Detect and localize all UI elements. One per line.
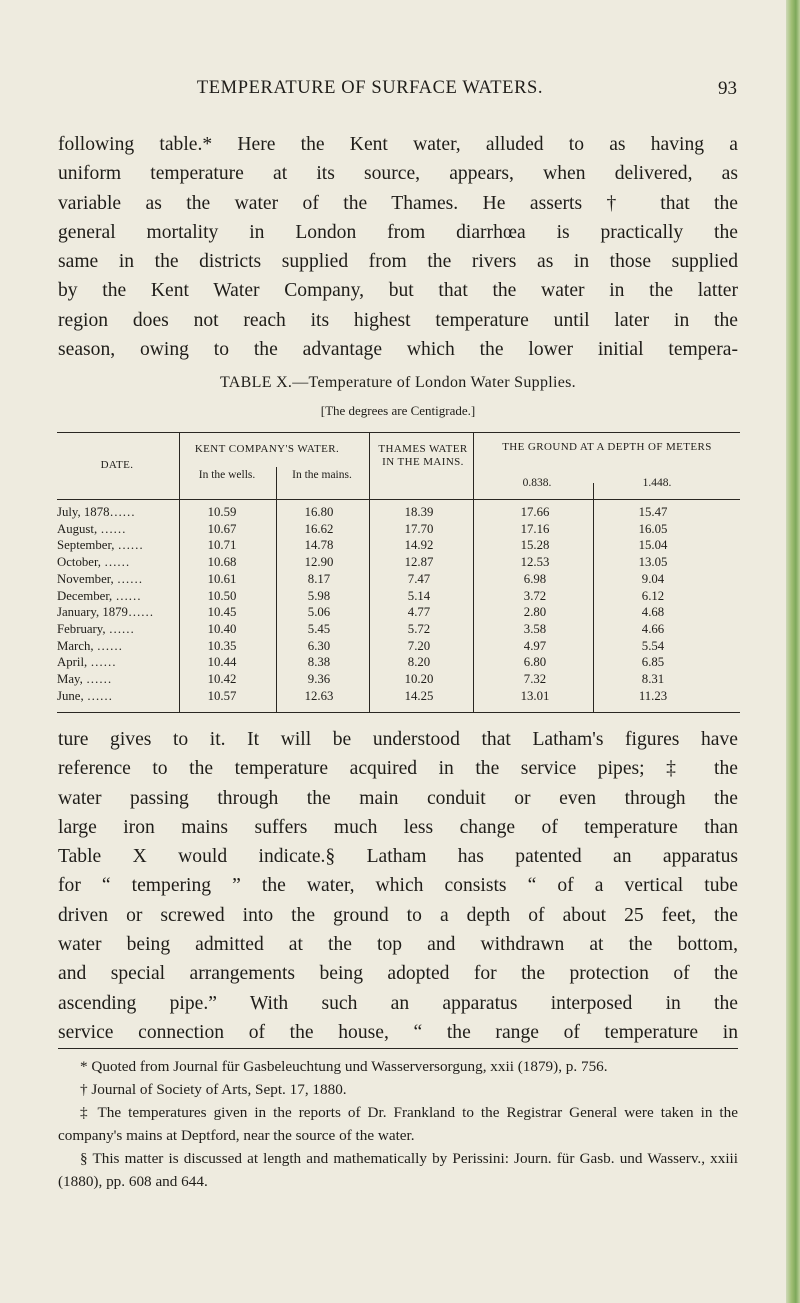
cell-mains: 5.45	[307, 621, 331, 636]
cell-thames: 4.77	[407, 605, 431, 620]
cell-g2: 4.66	[641, 621, 665, 636]
cell-mains: 8.38	[307, 655, 331, 670]
cell-wells: 10.71	[207, 538, 237, 553]
text-line: ascending pipe.” With such an apparatus interposed in the	[58, 992, 738, 1014]
cell-wells: 10.67	[207, 521, 237, 536]
cell-g1: 6.80	[523, 655, 547, 670]
cell-g2: 13.05	[638, 555, 668, 570]
cell-g2: 11.23	[638, 688, 668, 703]
header-ground-0838: 0.838.	[522, 477, 552, 489]
header-kent-wells: In the wells.	[198, 469, 256, 481]
cell-mains: 14.78	[304, 538, 334, 553]
table-row	[57, 672, 740, 687]
cell-date: May, ……	[57, 672, 112, 686]
cell-thames: 10.20	[404, 672, 434, 686]
cell-g1: 15.28	[520, 538, 550, 553]
text-line: Table X would indicate.§ Latham has patented an apparatus	[58, 846, 738, 868]
footnote: † Journal of Society of Arts, Sept. 17, 1880.	[80, 1081, 347, 1098]
paragraph-bottom	[58, 725, 738, 1047]
cell-g2: 15.04	[638, 538, 668, 553]
table-row	[57, 572, 740, 587]
cell-g2: 6.12	[641, 588, 665, 603]
cell-mains: 12.90	[304, 555, 334, 570]
header-ground: THE GROUND AT A DEPTH OF METERS	[502, 441, 712, 453]
cell-thames: 7.20	[407, 638, 431, 653]
text-line: driven or screwed into the ground to a depth of about 25 feet, the	[58, 904, 738, 926]
cell-thames: 12.87	[404, 555, 434, 570]
cell-wells: 10.50	[207, 588, 237, 603]
page-edge	[786, 0, 800, 1303]
cell-date: September, ……	[57, 538, 144, 553]
footnote: * Quoted from Journal für Gasbeleuchtung und Wasserversorgung, xxii (1879), p. 756.	[80, 1058, 608, 1075]
text-line: general mortality in London from diarrhœa is practically the	[58, 221, 738, 243]
cell-mains: 6.30	[307, 638, 331, 653]
cell-g2: 8.31	[641, 672, 665, 686]
cell-g2: 16.05	[638, 521, 668, 536]
table-row	[57, 622, 740, 637]
cell-date: July, 1878……	[57, 505, 136, 519]
cell-wells: 10.61	[207, 571, 237, 586]
cell-g1: 17.16	[520, 521, 550, 536]
table-row	[57, 639, 740, 654]
cell-thames: 8.20	[407, 655, 431, 670]
footnote: ‡ The temperatures given in the reports of Dr. Frankland to the Registrar General were taken in the company's mains at Deptford, near the source of the water.	[58, 1104, 738, 1144]
cell-mains: 8.17	[307, 571, 331, 586]
cell-wells: 10.35	[207, 638, 237, 653]
cell-mains: 16.62	[304, 521, 334, 536]
text-line: following table.* Here the Kent water, alluded to as having a	[58, 134, 738, 155]
cell-g2: 6.85	[641, 655, 665, 670]
cell-date: June, ……	[57, 688, 113, 703]
header-kent-mains: In the mains.	[292, 469, 352, 481]
cell-g1: 17.66	[520, 505, 550, 519]
cell-thames: 14.25	[404, 688, 434, 703]
cell-g1: 13.01	[520, 688, 550, 703]
table-row	[57, 505, 740, 520]
page-number: 93	[718, 78, 737, 99]
text-line: water being admitted at the top and withdrawn at the bottom,	[58, 934, 738, 956]
running-head: TEMPERATURE OF SURFACE WATERS.	[196, 78, 544, 98]
cell-g1: 6.98	[523, 571, 547, 586]
cell-thames: 14.92	[404, 538, 434, 553]
cell-mains: 5.98	[307, 588, 331, 603]
text-line: service connection of the house, “ the range of temperature in	[58, 1021, 738, 1043]
cell-mains: 5.06	[307, 605, 331, 620]
text-line: by the Kent Water Company, but that the water in the latter	[58, 280, 738, 302]
text-line: water passing through the main conduit or even through the	[58, 787, 738, 809]
header-date: DATE.	[100, 459, 134, 471]
cell-thames: 18.39	[404, 505, 434, 519]
cell-g1: 7.32	[523, 672, 547, 686]
cell-wells: 10.40	[207, 621, 237, 636]
footnote: § This matter is discussed at length and mathematically by Perissini: Journ. für Gasb. und Wasserv., xxiii (1880), pp. 608 and 644.	[58, 1150, 738, 1190]
table-title: TABLE X.—Temperature of London Water Supplies.	[220, 374, 576, 391]
cell-g2: 5.54	[641, 638, 665, 653]
paragraph-top	[58, 130, 738, 364]
footnotes	[58, 1048, 738, 1193]
text-line: and special arrangements being adopted for the protection of the	[58, 963, 738, 985]
cell-g2: 15.47	[638, 505, 668, 519]
cell-wells: 10.57	[207, 688, 237, 703]
temperature-table	[57, 432, 740, 713]
text-line: season, owing to the advantage which the lower initial tempera-	[58, 339, 738, 361]
cell-date: November, ……	[57, 571, 143, 586]
table-row	[57, 522, 740, 537]
cell-wells: 10.45	[207, 605, 237, 620]
cell-g1: 2.80	[523, 605, 547, 620]
table-note: [The degrees are Centigrade.]	[320, 403, 476, 418]
cell-date: April, ……	[57, 655, 117, 670]
cell-g1: 4.97	[523, 638, 547, 653]
cell-g1: 3.58	[523, 621, 547, 636]
cell-g2: 9.04	[641, 571, 665, 586]
table-row	[57, 589, 740, 604]
cell-wells: 10.68	[207, 555, 237, 570]
cell-g2: 4.68	[641, 605, 665, 620]
header-kent: KENT COMPANY'S WATER.	[194, 443, 340, 455]
cell-wells: 10.42	[207, 672, 237, 686]
cell-thames: 5.14	[407, 588, 431, 603]
text-line: uniform temperature at its source, appears, when delivered, as	[58, 163, 738, 185]
cell-mains: 16.80	[304, 505, 334, 519]
cell-g1: 3.72	[523, 588, 547, 603]
cell-date: February, ……	[57, 621, 135, 636]
cell-g1: 12.53	[520, 555, 550, 570]
cell-date: March, ……	[57, 638, 123, 653]
cell-mains: 9.36	[307, 672, 331, 686]
cell-thames: 7.47	[407, 571, 431, 586]
table-row	[57, 655, 740, 670]
table-row	[57, 538, 740, 553]
cell-thames: 5.72	[407, 621, 431, 636]
cell-date: December, ……	[57, 588, 142, 603]
cell-date: October, ……	[57, 555, 130, 570]
cell-wells: 10.44	[207, 655, 237, 670]
text-line: ture gives to it. It will be understood that Latham's figures have	[58, 729, 738, 750]
text-line: large iron mains suffers much less change of temperature than	[58, 816, 738, 838]
table-row	[57, 605, 740, 620]
text-line: region does not reach its highest temperature until later in the	[58, 309, 738, 331]
table-row	[57, 689, 740, 704]
cell-wells: 10.59	[207, 505, 237, 519]
header-ground-1448: 1.448.	[642, 477, 672, 489]
text-line: for “ tempering ” the water, which consists “ of a vertical tube	[58, 875, 738, 897]
cell-date: August, ……	[57, 521, 126, 536]
text-line: same in the districts supplied from the rivers as in those supplied	[58, 251, 738, 273]
header-thames: THAMES WATER IN THE MAINS.	[378, 443, 468, 468]
table-header	[57, 433, 740, 500]
table-row	[57, 555, 740, 570]
cell-mains: 12.63	[304, 688, 334, 703]
text-line: variable as the water of the Thames. He asserts † that the	[58, 192, 738, 214]
text-line: reference to the temperature acquired in the service pipes; ‡ the	[58, 758, 738, 780]
cell-thames: 17.70	[404, 521, 434, 536]
cell-date: January, 1879……	[57, 605, 154, 620]
